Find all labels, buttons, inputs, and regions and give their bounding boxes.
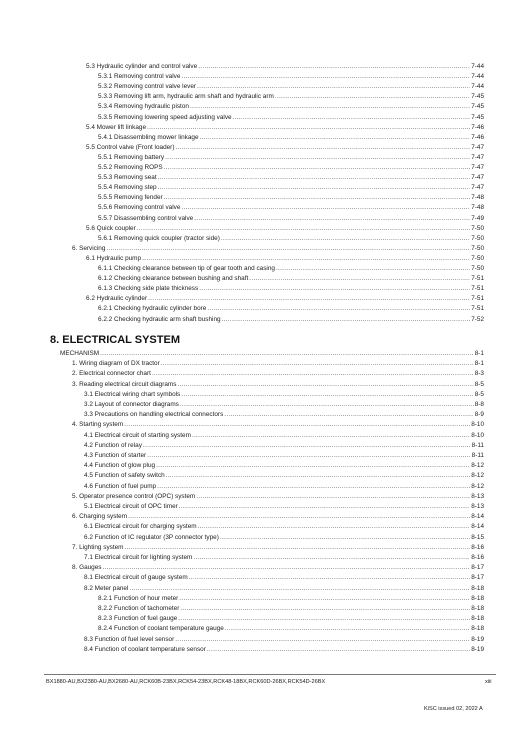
toc-entry bbox=[86, 295, 484, 303]
toc-entry-title: 8.2 Meter panel bbox=[84, 584, 129, 592]
toc-entry-page: 8-18 bbox=[471, 605, 484, 612]
toc-entry bbox=[72, 421, 484, 429]
toc-entry bbox=[84, 442, 484, 450]
leader-dots bbox=[161, 360, 474, 368]
toc-entry bbox=[72, 493, 484, 501]
leader-dots bbox=[164, 194, 471, 202]
toc-entry-page: 8-19 bbox=[471, 635, 484, 643]
leader-dots bbox=[164, 164, 471, 172]
toc-entry-page: 7-50 bbox=[471, 254, 484, 262]
leader-dots bbox=[207, 646, 470, 654]
leader-dots bbox=[224, 411, 473, 419]
leader-dots bbox=[124, 421, 470, 429]
toc-entry-page: 7-51 bbox=[471, 295, 484, 303]
toc-entry bbox=[84, 534, 484, 542]
toc-entry-title: 4.3 Function of starter bbox=[84, 452, 147, 459]
toc-entry-title: 6.1.2 Checking clearance between bushing and shaft bbox=[98, 275, 249, 283]
toc-entry-page: 8-18 bbox=[471, 594, 484, 602]
toc-entry-title: 8.2.2 Function of tachometer bbox=[98, 605, 180, 612]
toc-entry bbox=[60, 350, 484, 358]
toc-entry bbox=[84, 462, 484, 470]
toc-entry-title: 8.3 Function of fuel level sensor bbox=[84, 635, 175, 643]
toc-entry bbox=[98, 73, 484, 81]
toc-entry bbox=[98, 605, 484, 613]
toc-entry-page: 8-16 bbox=[471, 543, 484, 551]
leader-dots bbox=[100, 350, 474, 358]
toc-entry bbox=[98, 625, 484, 633]
toc-entry-page: 8-17 bbox=[471, 574, 484, 582]
toc-entry-title: 7. Lighting system bbox=[72, 543, 124, 551]
toc-entry-title: 5.5.2 Removing ROPS bbox=[98, 164, 163, 171]
toc-entry-title: 5.3 Hydraulic cylinder and control valve bbox=[86, 63, 198, 70]
leader-dots bbox=[180, 605, 470, 613]
toc-entry bbox=[98, 215, 484, 223]
leader-dots bbox=[129, 585, 470, 593]
leader-dots bbox=[175, 144, 470, 152]
toc-entry bbox=[84, 432, 484, 440]
toc-entry-title: 6. Servicing bbox=[72, 244, 106, 252]
toc-entry-title: 6.1 Hydraulic pump bbox=[86, 254, 142, 262]
toc-entry-title: 8.2.4 Function of coolant temperature gauge bbox=[98, 625, 224, 633]
toc-entry-page: 8-18 bbox=[471, 615, 484, 623]
toc-entry-page: 8-3 bbox=[474, 370, 484, 378]
toc-entry-page: 7-46 bbox=[471, 123, 484, 131]
toc-entry-page: 8-1 bbox=[474, 360, 484, 368]
leader-dots bbox=[276, 265, 470, 273]
toc-entry-title: 6.2 Hydraulic cylinder bbox=[86, 295, 148, 303]
toc-entry-page: 8-18 bbox=[471, 584, 484, 592]
toc-entry-title: 5.5.4 Removing step bbox=[98, 184, 157, 192]
toc-entry-title: 8.2.1 Function of hour meter bbox=[98, 594, 179, 602]
toc-entry bbox=[98, 275, 484, 283]
toc-entry bbox=[72, 245, 484, 253]
toc-entry bbox=[84, 411, 484, 419]
toc-entry bbox=[98, 615, 484, 623]
toc-entry-title: 6.1 Electrical circuit for charging system bbox=[84, 523, 197, 531]
toc-entry-page: 8-9 bbox=[474, 411, 484, 419]
toc-entry bbox=[84, 401, 484, 409]
toc-entry-page: 8-15 bbox=[471, 533, 484, 541]
leader-dots bbox=[275, 93, 470, 101]
leader-dots bbox=[192, 432, 470, 440]
toc-entry-title: 4.2 Function of relay bbox=[84, 441, 142, 449]
toc-entry bbox=[98, 595, 484, 603]
toc-entry-page: 7-50 bbox=[471, 224, 484, 232]
toc-entry-title: 6.1.1 Checking clearance between tip of gear tooth and casing bbox=[98, 265, 275, 272]
leader-dots bbox=[189, 574, 470, 582]
toc-entry bbox=[72, 381, 484, 389]
leader-dots bbox=[197, 83, 470, 91]
leader-dots bbox=[198, 63, 470, 71]
toc-entry-title: 3. Reading electrical circuit diagrams bbox=[72, 380, 177, 388]
toc-entry bbox=[98, 194, 484, 202]
toc-entry-page: 8-5 bbox=[474, 380, 484, 388]
toc-entry bbox=[98, 134, 484, 142]
toc-entry-page: 8-5 bbox=[474, 390, 484, 398]
toc-entry-page: 7-50 bbox=[471, 234, 484, 242]
toc-entry-title: 6. Charging system bbox=[72, 513, 128, 521]
leader-dots bbox=[128, 513, 470, 521]
leader-dots bbox=[181, 391, 474, 399]
toc-entry-title: 4. Starting system bbox=[72, 421, 124, 429]
toc-entry bbox=[98, 114, 484, 122]
toc-entry bbox=[84, 391, 484, 399]
toc-entry-page: 8-8 bbox=[474, 401, 484, 408]
toc-entry-page: 8-12 bbox=[471, 462, 484, 470]
toc-entry-page: 7-46 bbox=[471, 133, 484, 141]
toc-entry-title: 3.1 Electrical wiring chart symbols bbox=[84, 390, 181, 398]
toc-entry bbox=[72, 370, 484, 378]
toc-entry-page: 8-13 bbox=[471, 492, 484, 500]
toc-entry bbox=[72, 360, 484, 368]
leader-dots bbox=[147, 124, 470, 132]
toc-entry-title: 5.3.3 Removing lift arm, hydraulic arm shaft and hydraulic arm bbox=[98, 93, 274, 101]
toc-entry-page: 8-10 bbox=[471, 431, 484, 439]
toc-entry-page: 8-11 bbox=[471, 452, 484, 459]
toc-entry bbox=[84, 585, 484, 593]
toc-entry bbox=[98, 174, 484, 182]
toc-entry-page: 7-45 bbox=[471, 113, 484, 121]
toc-entry bbox=[98, 285, 484, 293]
toc-entry-title: 6.2 Function of IC regulator (3P connector type) bbox=[84, 533, 219, 541]
leader-dots bbox=[147, 452, 471, 460]
toc-entry-page: 7-47 bbox=[471, 164, 484, 171]
toc-entry-title: 8.4 Function of coolant temperature sensor bbox=[84, 645, 206, 653]
toc-entry-page: 8-12 bbox=[471, 472, 484, 480]
leader-dots bbox=[143, 442, 471, 450]
toc-entry-title: 7.1 Electrical circuit for lighting system bbox=[84, 554, 193, 561]
leader-dots bbox=[249, 275, 470, 283]
toc-entry-page: 7-51 bbox=[471, 285, 484, 293]
toc-entry bbox=[98, 265, 484, 273]
toc-entry-title: MECHANISM bbox=[60, 350, 100, 357]
toc-entry-title: 5.1 Electrical circuit of OPC timer bbox=[84, 503, 178, 510]
leader-dots bbox=[179, 595, 470, 603]
leader-dots bbox=[181, 73, 470, 81]
toc-entry bbox=[84, 574, 484, 582]
toc-entry-page: 8-13 bbox=[471, 503, 484, 510]
toc-entry bbox=[86, 144, 484, 152]
leader-dots bbox=[190, 103, 470, 111]
toc-entry bbox=[84, 483, 484, 491]
leader-dots bbox=[165, 154, 470, 162]
toc-entry-page: 7-44 bbox=[471, 73, 484, 81]
leader-dots bbox=[137, 225, 470, 233]
leader-dots bbox=[158, 184, 471, 192]
leader-dots bbox=[148, 295, 470, 303]
leader-dots bbox=[233, 114, 471, 122]
toc-entry-title: 8. Gauges bbox=[72, 564, 102, 572]
toc-entry-page: 7-45 bbox=[471, 93, 484, 101]
leader-dots bbox=[175, 636, 470, 644]
leader-dots bbox=[193, 554, 470, 562]
toc-entry bbox=[84, 472, 484, 480]
toc-entry-title: 3.2 Layout of connector diagrams bbox=[84, 401, 179, 408]
toc-entry-title: 5.3.4 Removing hydraulic piston bbox=[98, 103, 189, 111]
toc-entry-title: 5.5.5 Removing fender bbox=[98, 194, 163, 202]
toc-entry bbox=[86, 225, 484, 233]
leader-dots bbox=[196, 493, 470, 501]
leader-dots bbox=[225, 625, 470, 633]
toc-entry-title: 6.2.1 Checking hydraulic cylinder bore bbox=[98, 305, 207, 313]
toc-entry-title: 5.4.1 Disassembling mower linkage bbox=[98, 133, 199, 141]
leader-dots bbox=[220, 534, 470, 542]
toc-entry-title: 5.3.5 Removing lowering speed adjusting valve bbox=[98, 113, 232, 121]
toc-entry-page: 8-14 bbox=[471, 513, 484, 521]
toc-entry-page: 7-47 bbox=[471, 174, 484, 182]
leader-dots bbox=[198, 523, 471, 531]
toc-entry-title: 5.5.3 Removing seat bbox=[98, 174, 157, 182]
leader-dots bbox=[178, 615, 470, 623]
leader-dots bbox=[179, 503, 470, 511]
toc-entry-title: 2. Electrical connector chart bbox=[72, 370, 151, 378]
leader-dots bbox=[103, 564, 471, 572]
toc-entry bbox=[86, 255, 484, 263]
toc-entry-title: 4.4 Function of glow plug bbox=[84, 462, 156, 470]
toc-entry-title: 5.3.2 Removing control valve lever bbox=[98, 83, 197, 91]
toc-entry-page: 7-50 bbox=[471, 265, 484, 272]
toc-entry-title: 5.6.1 Removing quick coupler (tractor side) bbox=[98, 234, 220, 242]
toc-entry-page: 7-47 bbox=[471, 153, 484, 161]
leader-dots bbox=[180, 401, 474, 409]
toc-entry bbox=[84, 452, 484, 460]
toc-entry-page: 7-44 bbox=[471, 63, 484, 70]
toc-entry-page: 7-51 bbox=[471, 275, 484, 283]
footer-issued: KiSC issued 02, 2022 A bbox=[424, 706, 483, 712]
toc-entry-page: 8-11 bbox=[471, 441, 484, 449]
leader-dots bbox=[221, 235, 470, 243]
toc-entry-page: 7-50 bbox=[471, 244, 484, 252]
leader-dots bbox=[152, 370, 474, 378]
toc-entry bbox=[72, 513, 484, 521]
toc-entry bbox=[98, 204, 484, 212]
leader-dots bbox=[156, 462, 470, 470]
leader-dots bbox=[194, 215, 470, 223]
footer-page-number: xiii bbox=[485, 679, 492, 685]
leader-dots bbox=[157, 483, 470, 491]
toc-entry-page: 7-52 bbox=[471, 315, 484, 323]
toc-entry bbox=[98, 154, 484, 162]
section-heading: 8. ELECTRICAL SYSTEM bbox=[50, 334, 180, 346]
leader-dots bbox=[222, 316, 471, 324]
toc-entry bbox=[72, 544, 484, 552]
toc-entry-page: 7-48 bbox=[471, 204, 484, 212]
toc-entry-title: 5.4 Mower lift linkage bbox=[86, 123, 147, 131]
toc-entry-title: 3.3 Precautions on handling electrical connectors bbox=[84, 411, 224, 419]
toc-entry-title: 6.1.3 Checking side plate thickness bbox=[98, 285, 199, 293]
leader-dots bbox=[142, 255, 470, 263]
leader-dots bbox=[166, 472, 471, 480]
toc-entry-title: 8.1 Electrical circuit of gauge system bbox=[84, 574, 188, 582]
toc-entry bbox=[98, 103, 484, 111]
toc-entry bbox=[98, 93, 484, 101]
toc-entry-title: 5.5.1 Removing battery bbox=[98, 153, 165, 161]
toc-entry-page: 7-48 bbox=[471, 194, 484, 202]
toc-entry-title: 4.6 Function of fuel pump bbox=[84, 482, 157, 490]
toc-entry-page: 8-16 bbox=[471, 554, 484, 561]
toc-entry bbox=[86, 124, 484, 132]
toc-entry-page: 7-45 bbox=[471, 103, 484, 111]
toc-entry bbox=[98, 235, 484, 243]
toc-entry bbox=[98, 305, 484, 313]
leader-dots bbox=[207, 305, 470, 313]
toc-entry-title: 4.5 Function of safety switch bbox=[84, 472, 165, 480]
toc-entry bbox=[98, 316, 484, 324]
toc-entry-page: 8-17 bbox=[471, 564, 484, 572]
leader-dots bbox=[199, 285, 470, 293]
toc-entry-page: 7-47 bbox=[471, 143, 484, 151]
footer-models: BX1880-AU,BX2380-AU,BX2680-AU,RCK60B-23BX,RCK54-23BX,RCK48-18BX,RCK60D-26BX,RCK54D-26BX bbox=[46, 679, 326, 685]
toc-entry-title: 5.5 Control valve (Front loader) bbox=[86, 143, 175, 151]
toc-entry-title: 5.6 Quick coupler bbox=[86, 224, 136, 232]
toc-entry-page: 8-10 bbox=[471, 421, 484, 429]
leader-dots bbox=[158, 174, 471, 182]
toc-entry-title: 4.1 Electrical circuit of starting system bbox=[84, 431, 191, 439]
leader-dots bbox=[106, 245, 470, 253]
toc-entry bbox=[84, 554, 484, 562]
toc-entry bbox=[84, 636, 484, 644]
toc-entry bbox=[84, 646, 484, 654]
toc-entry-title: 5.5.7 Disassembling control valve bbox=[98, 214, 194, 222]
toc-entry-title: 5. Operator presence control (OPC) system bbox=[72, 492, 196, 500]
toc-entry-page: 8-14 bbox=[471, 523, 484, 531]
toc-entry-page: 7-47 bbox=[471, 184, 484, 192]
toc-entry-page: 8-12 bbox=[471, 482, 484, 490]
toc-entry-page: 8-19 bbox=[471, 645, 484, 653]
toc-entry bbox=[98, 184, 484, 192]
toc-entry-page: 7-44 bbox=[471, 83, 484, 91]
toc-entry-page: 8-18 bbox=[471, 625, 484, 633]
toc-entry-title: 6.2.2 Checking hydraulic arm shaft bushing bbox=[98, 315, 221, 323]
toc-entry-title: 8.2.3 Function of fuel gauge bbox=[98, 615, 178, 623]
toc-entry-title: 5.5.6 Removing control valve bbox=[98, 204, 181, 212]
toc-entry bbox=[86, 63, 484, 71]
leader-dots bbox=[181, 204, 470, 212]
leader-dots bbox=[125, 544, 471, 552]
toc-entry-title: 1. Wiring diagram of DX tractor bbox=[72, 360, 160, 368]
leader-dots bbox=[177, 381, 473, 389]
footer-divider bbox=[44, 674, 496, 675]
toc-entry-title: 5.3.1 Removing control valve bbox=[98, 73, 181, 81]
toc-entry bbox=[98, 164, 484, 172]
toc-entry bbox=[84, 503, 484, 511]
toc-entry-page: 8-1 bbox=[474, 350, 484, 357]
toc-entry-page: 7-51 bbox=[471, 305, 484, 313]
toc-entry bbox=[84, 523, 484, 531]
toc-entry bbox=[98, 83, 484, 91]
toc-entry-page: 7-49 bbox=[471, 214, 484, 222]
toc-entry bbox=[72, 564, 484, 572]
leader-dots bbox=[200, 134, 471, 142]
